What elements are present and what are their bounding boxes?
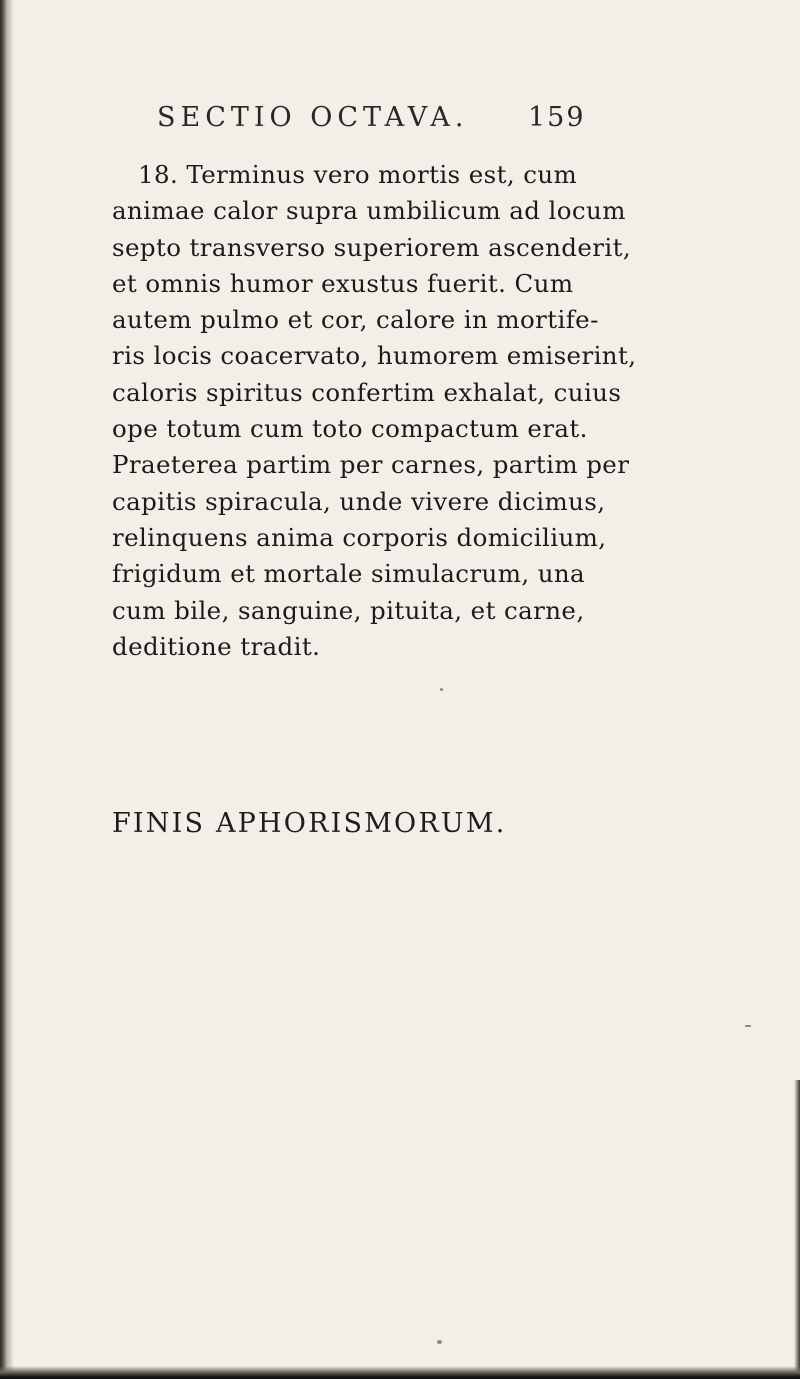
binding-gutter-shadow [0,0,14,1379]
running-head [157,102,657,142]
paper-speck [437,1340,442,1344]
text-line: cum bile, sanguine, pituita, et carne, [112,595,585,625]
text-line: animae calor supra umbilicum ad locum [112,196,626,226]
text-line: septo transverso superiorem ascenderit, [112,232,632,262]
text-line: autem pulmo et cor, calore in mortife- [112,305,599,335]
text-line: ope totum cum toto compactum erat. [112,414,588,444]
paper-speck [745,1025,751,1027]
closing-heading: FINIS APHORISMORUM. [112,808,507,839]
text-line: ris locis coacervato, humorem emiserint, [112,341,637,371]
text-line: capitis spiracula, unde vivere dicimus, [112,486,606,516]
text-line: caloris spiritus confertim exhalat, cuius [112,377,622,407]
page-edge-shadow [794,1080,800,1379]
page-bottom-edge [0,1366,800,1379]
page-number: 159 [528,102,586,133]
text-line: Praeterea partim per carnes, partim per [112,450,630,480]
text-line: et omnis humor exustus fuerit. Cum [112,268,574,298]
text-line: 18. Terminus vero mortis est, cum [138,160,578,189]
paper-speck [440,688,443,691]
text-line: deditione tradit. [112,631,321,661]
text-line: relinquens anima corporis domicilium, [112,522,607,552]
aphorism-paragraph [112,157,712,665]
section-title: SECTIO OCTAVA. [157,102,469,133]
text-line: frigidum et mortale simulacrum, una [112,559,586,589]
